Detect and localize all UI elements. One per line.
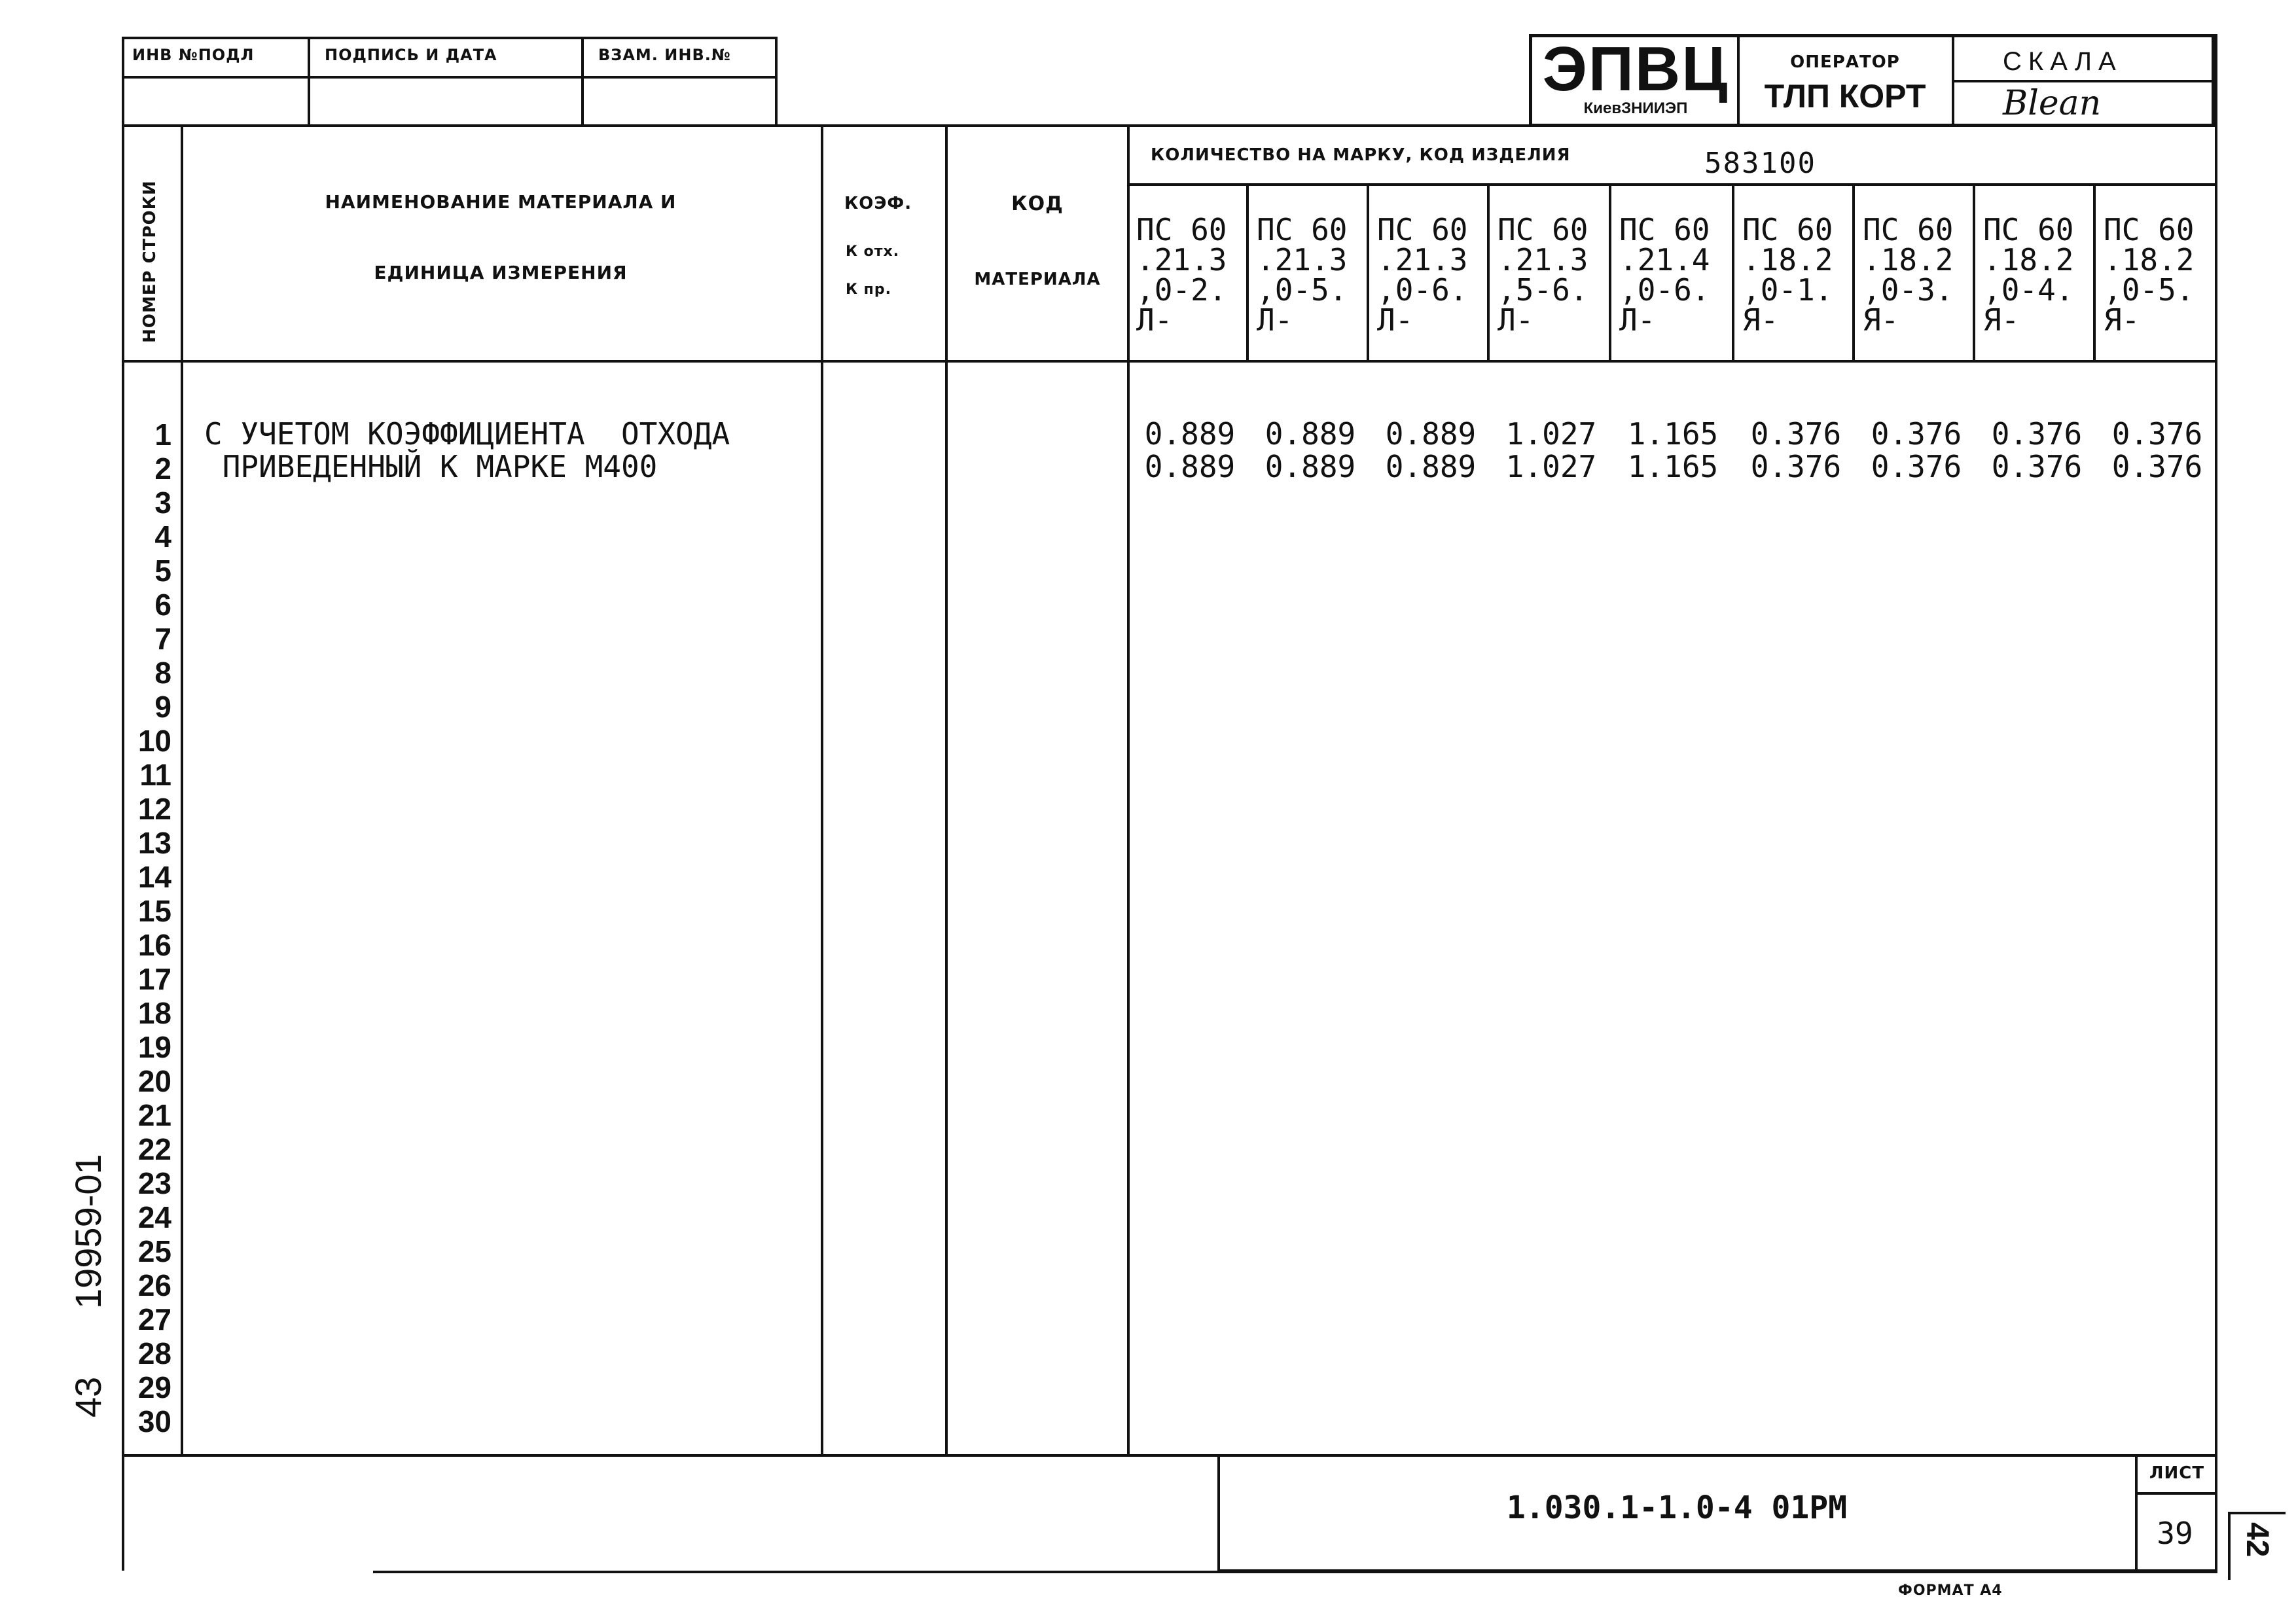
row-number: 13 <box>137 826 171 860</box>
row-number: 23 <box>137 1166 171 1200</box>
row-number: 4 <box>154 520 171 554</box>
system-label: СКАЛА <box>2003 47 2123 76</box>
row-number: 26 <box>137 1268 171 1302</box>
quantity-cell: 0.889 <box>1265 449 1356 484</box>
row-number: 29 <box>137 1370 171 1404</box>
coef-k-pr: К пр. <box>846 281 891 298</box>
mark-header: ПС 60 .18.2 ,0-5. Я- <box>2104 212 2195 338</box>
code-header-line1: КОД <box>1011 192 1064 215</box>
material-name: С УЧЕТОМ КОЭФФИЦИЕНТА ОТХОДА <box>204 416 730 452</box>
row-number: 1 <box>154 418 171 452</box>
mark-header: ПС 60 .18.2 ,0-1. Я- <box>1742 212 1833 338</box>
operator-label: ОПЕРАТОР <box>1790 52 1900 72</box>
row-number: 20 <box>137 1064 171 1098</box>
material-header-line2: ЕДИНИЦА ИЗМЕРЕНИЯ <box>374 262 628 283</box>
product-code: 583100 <box>1704 147 1816 180</box>
quantity-cell: 1.027 <box>1505 416 1597 452</box>
quantity-cell: 0.889 <box>1144 416 1236 452</box>
row-number: 11 <box>139 758 171 792</box>
mark-header: ПС 60 .21.4 ,0-6. Л- <box>1619 212 1710 338</box>
quantity-cell: 0.376 <box>2111 449 2203 484</box>
row-number: 21 <box>137 1098 171 1132</box>
quantity-header: КОЛИЧЕСТВО НА МАРКУ, КОД ИЗДЕЛИЯ <box>1151 145 1571 165</box>
row-number: 19 <box>137 1030 171 1064</box>
mark-header: ПС 60 .21.3 ,0-2. Л- <box>1136 212 1227 338</box>
row-number: 14 <box>137 860 171 894</box>
signature: Вlean <box>2003 84 2102 123</box>
row-number: 3 <box>154 486 171 520</box>
row-number: 15 <box>137 894 171 928</box>
mark-header: ПС 60 .18.2 ,0-4. Я- <box>1983 212 2074 338</box>
inv-podl-label: ИНВ №ПОДЛ <box>132 46 255 64</box>
document-code: 1.030.1-1.0-4 01РМ <box>1506 1489 1848 1526</box>
row-number: 22 <box>137 1132 171 1166</box>
archive-page: 43 <box>67 1376 109 1418</box>
vzam-inv-label: ВЗАМ. ИНВ.№ <box>598 46 731 64</box>
row-number: 16 <box>137 928 171 962</box>
archive-number: 19959-01 <box>67 1154 109 1309</box>
quantity-cell: 0.376 <box>1871 449 1962 484</box>
quantity-cell: 0.376 <box>1871 416 1962 452</box>
quantity-cell: 0.376 <box>1750 449 1842 484</box>
mark-header: ПС 60 .18.2 ,0-3. Я- <box>1863 212 1954 338</box>
org-logo-sub: КиевЗНИИЭП <box>1583 99 1688 117</box>
quantity-cell: 0.889 <box>1265 416 1356 452</box>
coef-header: КОЭФ. <box>844 194 912 213</box>
row-number: 7 <box>154 622 171 656</box>
mark-header: ПС 60 .21.3 ,0-6. Л- <box>1377 212 1468 338</box>
quantity-cell: 1.165 <box>1627 449 1719 484</box>
mark-header: ПС 60 .21.3 ,0-5. Л- <box>1257 212 1348 338</box>
row-number: 10 <box>137 724 171 758</box>
org-logo: ЭПВЦ <box>1542 34 1729 104</box>
quantity-cell: 0.376 <box>1991 449 2083 484</box>
operator-value: ТЛП КОРТ <box>1764 78 1926 115</box>
row-number: 24 <box>137 1200 171 1234</box>
row-number: 25 <box>137 1234 171 1268</box>
quantity-cell: 0.889 <box>1144 449 1236 484</box>
material-name: ПРИВЕДЕННЫЙ К МАРКЕ М400 <box>204 449 658 484</box>
row-number: 27 <box>137 1302 171 1336</box>
page-number: 42 <box>2240 1522 2274 1558</box>
sign-date-label: ПОДПИСЬ И ДАТА <box>325 46 497 64</box>
quantity-cell: 0.376 <box>1750 416 1842 452</box>
row-number: 28 <box>137 1336 171 1370</box>
row-number-header: НОМЕР СТРОКИ <box>140 180 160 343</box>
row-number: 17 <box>137 962 171 996</box>
quantity-cell: 0.376 <box>2111 416 2203 452</box>
code-header-line2: МАТЕРИАЛА <box>974 270 1101 289</box>
sheet-number: 39 <box>2157 1516 2193 1551</box>
quantity-cell: 0.889 <box>1385 416 1477 452</box>
sheet-label: ЛИСТ <box>2149 1463 2205 1483</box>
quantity-cell: 1.027 <box>1505 449 1597 484</box>
mark-header: ПС 60 .21.3 ,5-6. Л- <box>1498 212 1588 338</box>
row-number: 2 <box>154 452 171 486</box>
quantity-cell: 0.376 <box>1991 416 2083 452</box>
row-number: 8 <box>154 656 171 690</box>
row-number: 5 <box>154 554 171 588</box>
coef-k-otx: К отх. <box>846 243 900 260</box>
row-number: 12 <box>137 792 171 826</box>
quantity-cell: 0.889 <box>1385 449 1477 484</box>
row-number: 6 <box>154 588 171 622</box>
format-label: ФОРМАТ А4 <box>1898 1582 2003 1599</box>
row-number: 9 <box>154 690 171 724</box>
row-number: 30 <box>137 1404 171 1438</box>
material-header-line1: НАИМЕНОВАНИЕ МАТЕРИАЛА И <box>325 191 677 213</box>
quantity-cell: 1.165 <box>1627 416 1719 452</box>
row-number: 18 <box>137 996 171 1030</box>
